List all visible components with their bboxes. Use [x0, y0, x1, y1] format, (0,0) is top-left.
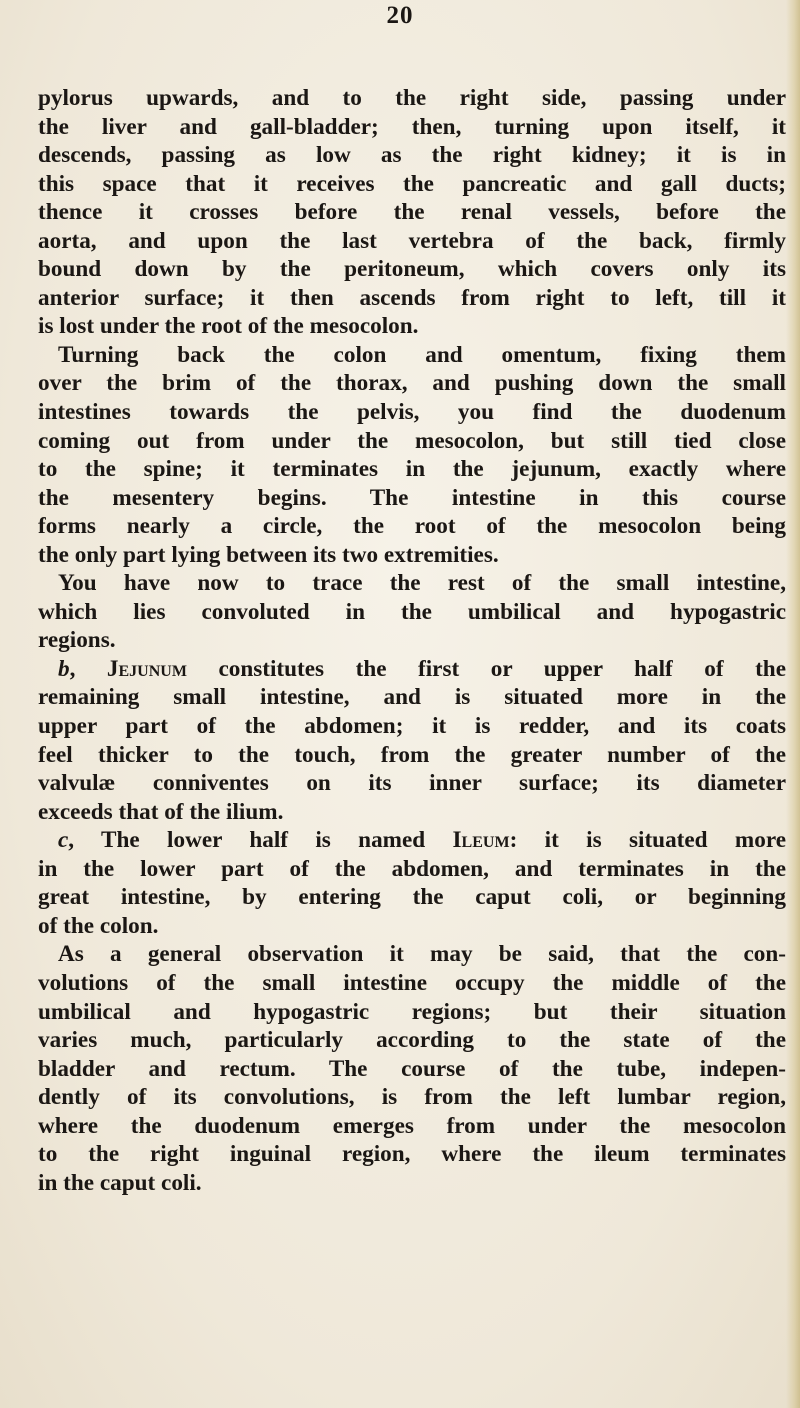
text-line: remaining small intestine, and is situated more in the	[38, 684, 786, 711]
text-line: to the spine; it terminates in the jejunum, exactly where	[38, 456, 786, 483]
text-fragment: , The lower half is named	[68, 827, 453, 854]
text-line: upper part of the abdomen; it is redder, and its coats	[38, 713, 786, 740]
text-line: As a general observation it may be said, that the con-	[58, 941, 786, 968]
text-line: anterior surface; it then ascends from right to left, till it	[38, 284, 786, 311]
term-jejunum: Jejunum	[106, 655, 187, 682]
text-line: to the right inguinal region, where the ileum terminates	[38, 1141, 786, 1168]
text-line: bladder and rectum. The course of the tube, indepen-	[38, 1055, 786, 1082]
text-line: this space that it receives the pancreatic and gall ducts;	[38, 170, 786, 197]
text-line-jejunum: b, Jejunum constitutes the first or upper half of the	[58, 655, 786, 682]
text-line: You have now to trace the rest of the small intestine,	[58, 570, 786, 597]
text-line: where the duodenum emerges from under the mesocolon	[38, 1112, 786, 1139]
text-line: bound down by the peritoneum, which covers only its	[38, 256, 786, 283]
item-letter: b	[58, 655, 70, 682]
text-line: aorta, and upon the last vertebra of the back, firmly	[38, 227, 786, 254]
text-line: feel thicker to the touch, from the greater number of the	[38, 741, 786, 768]
text-line: descends, passing as low as the right kidney; it is in	[38, 142, 786, 169]
text-line: in the caput coli.	[38, 1169, 202, 1196]
text-fragment: : it is situated more	[509, 827, 786, 854]
body-text	[38, 84, 786, 1197]
text-line-ileum	[38, 826, 786, 855]
item-letter: c	[58, 827, 69, 854]
text-line: in the lower part of the abdomen, and terminates in the	[38, 855, 786, 882]
text-line: is lost under the root of the mesocolon.	[38, 313, 419, 340]
text-line: regions.	[38, 627, 116, 654]
text-line: coming out from under the mesocolon, but still tied close	[38, 427, 786, 454]
page-edge	[786, 0, 800, 1408]
text-line: varies much, particularly according to the state of the	[38, 1027, 786, 1054]
text-line: of the colon.	[38, 912, 159, 939]
text-line: the liver and gall-bladder; then, turning upon itself, it	[38, 113, 786, 140]
text-line: Turning back the colon and omentum, fixing them	[58, 341, 786, 368]
text-line: the only part lying between its two extremities.	[38, 541, 499, 568]
text-line: pylorus upwards, and to the right side, passing under	[38, 85, 786, 111]
text-line: great intestine, by entering the caput coli, or beginning	[38, 884, 786, 911]
text-line: the mesentery begins. The intestine in this course	[38, 484, 786, 511]
text-line: which lies convoluted in the umbilical and hypogastric	[38, 598, 786, 625]
text-line: exceeds that of the ilium.	[38, 798, 284, 825]
text-line: umbilical and hypogastric regions; but their situation	[38, 998, 786, 1025]
text-fragment: constitutes the first or upper half of the	[186, 655, 786, 682]
page-number: 20	[386, 2, 414, 29]
text-line: volutions of the small intestine occupy the middle of the	[38, 969, 786, 996]
text-line: thence it crosses before the renal vessels, before the	[38, 199, 786, 226]
text-line: forms nearly a circle, the root of the mesocolon being	[38, 513, 786, 540]
text-line: valvulæ conniventes on its inner surface; its diameter	[38, 770, 786, 797]
text-line: over the brim of the thorax, and pushing down the small	[38, 370, 786, 397]
text-line: dently of its convolutions, is from the left lumbar region,	[38, 1084, 786, 1111]
term-ileum: Ileum	[452, 827, 510, 854]
text-line: intestines towards the pelvis, you find the duodenum	[38, 399, 786, 426]
